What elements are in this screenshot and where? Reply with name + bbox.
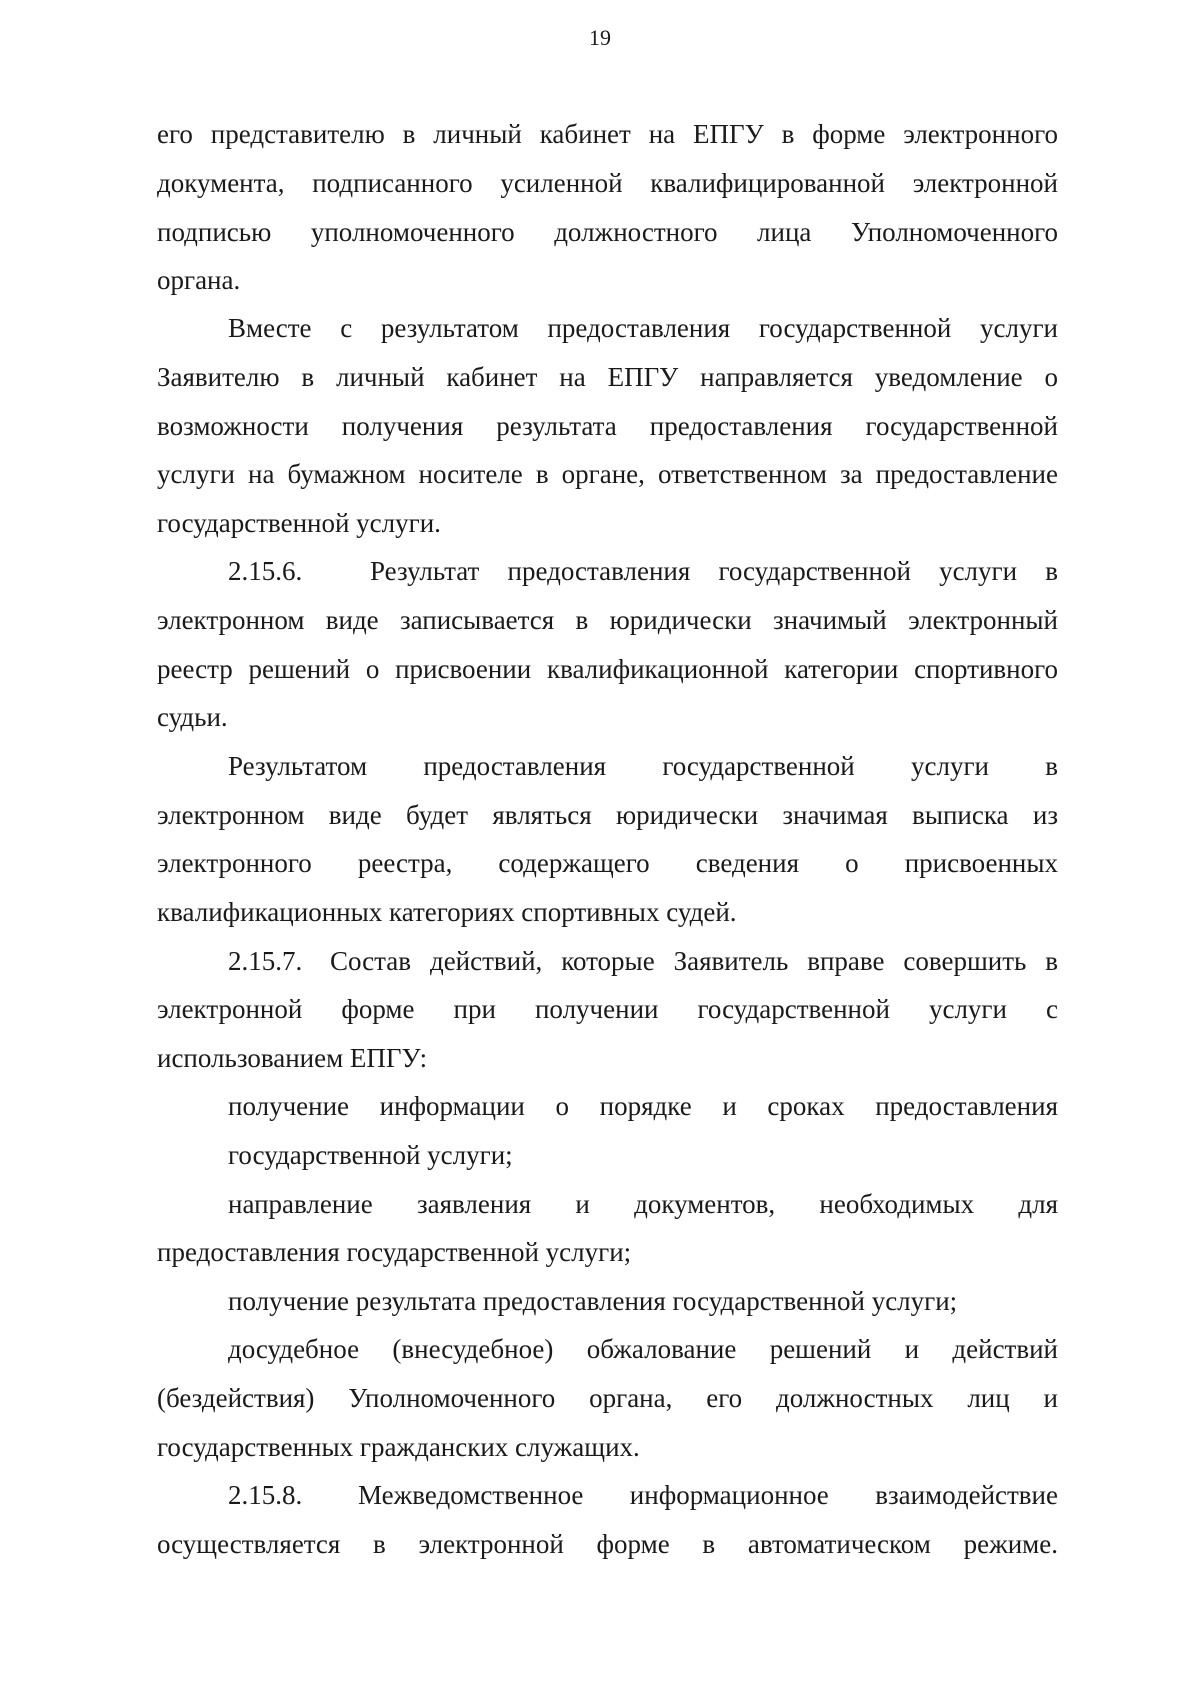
paragraph-number: 2.15.8. [228, 1480, 303, 1510]
text-line: электронном виде записывается в юридически значимый электронный [157, 605, 1058, 635]
text-line: предоставления государственной услуги; [157, 1237, 632, 1267]
text-line: направление заявления и документов, необходимых для [228, 1189, 1058, 1219]
text-line: государственной услуги. [157, 508, 441, 538]
text-line: возможности получения результата предоставления государственной [157, 411, 1058, 441]
text-line: электронного реестра, содержащего сведения о присвоенных [157, 848, 1058, 878]
text-line: органа. [157, 265, 241, 295]
text-line: (бездействия) Уполномоченного органа, его должностных лиц и [157, 1383, 1058, 1413]
text-line: электронной форме при получении государственной услуги с [157, 994, 1058, 1024]
text-line: государственной услуги; [228, 1140, 513, 1170]
paragraph-number: 2.15.6. [228, 556, 303, 586]
text-line: государственных гражданских служащих. [157, 1432, 640, 1462]
page-number: 19 [589, 25, 611, 50]
text-line [228, 944, 1058, 978]
text-line: Заявителю в личный кабинет на ЕПГУ направляется уведомление о [157, 362, 1058, 392]
text-line: квалификационных категориях спортивных судей. [157, 897, 737, 927]
text-line-content: Состав действий, которые Заявитель вправе совершить в [330, 946, 1058, 976]
text-line: подписью уполномоченного должностного лица Уполномоченного [157, 217, 1058, 247]
text-line: судьи. [157, 702, 228, 732]
text-line: получение информации о порядке и сроках предоставления [228, 1091, 1058, 1121]
text-line: досудебное (внесудебное) обжалование решений и действий [228, 1334, 1058, 1364]
text-line [228, 554, 1058, 588]
paragraph-number: 2.15.7. [228, 946, 303, 976]
text-line: получение результата предоставления государственной услуги; [228, 1286, 958, 1316]
text-line: услуги на бумажном носителе в органе, ответственном за предоставление [157, 459, 1058, 489]
text-line: реестр решений о присвоении квалификационной категории спортивного [157, 654, 1058, 684]
text-line: электронном виде будет являться юридически значимая выписка из [157, 800, 1058, 830]
text-line [228, 1478, 1058, 1512]
text-line: документа, подписанного усиленной квалифицированной электронной [157, 168, 1058, 198]
text-line: Результатом предоставления государственной услуги в [228, 751, 1058, 781]
text-line: его представителю в личный кабинет на ЕПГУ в форме электронного [157, 119, 1058, 149]
text-line: осуществляется в электронной форме в автоматическом режиме. [157, 1529, 1058, 1559]
text-line-content: Межведомственное информационное взаимодействие [358, 1480, 1058, 1510]
text-line: Вместе с результатом предоставления государственной услуги [228, 313, 1058, 343]
text-line-content: Результат предоставления государственной услуги в [370, 556, 1058, 586]
text-line: использованием ЕПГУ: [157, 1043, 428, 1073]
